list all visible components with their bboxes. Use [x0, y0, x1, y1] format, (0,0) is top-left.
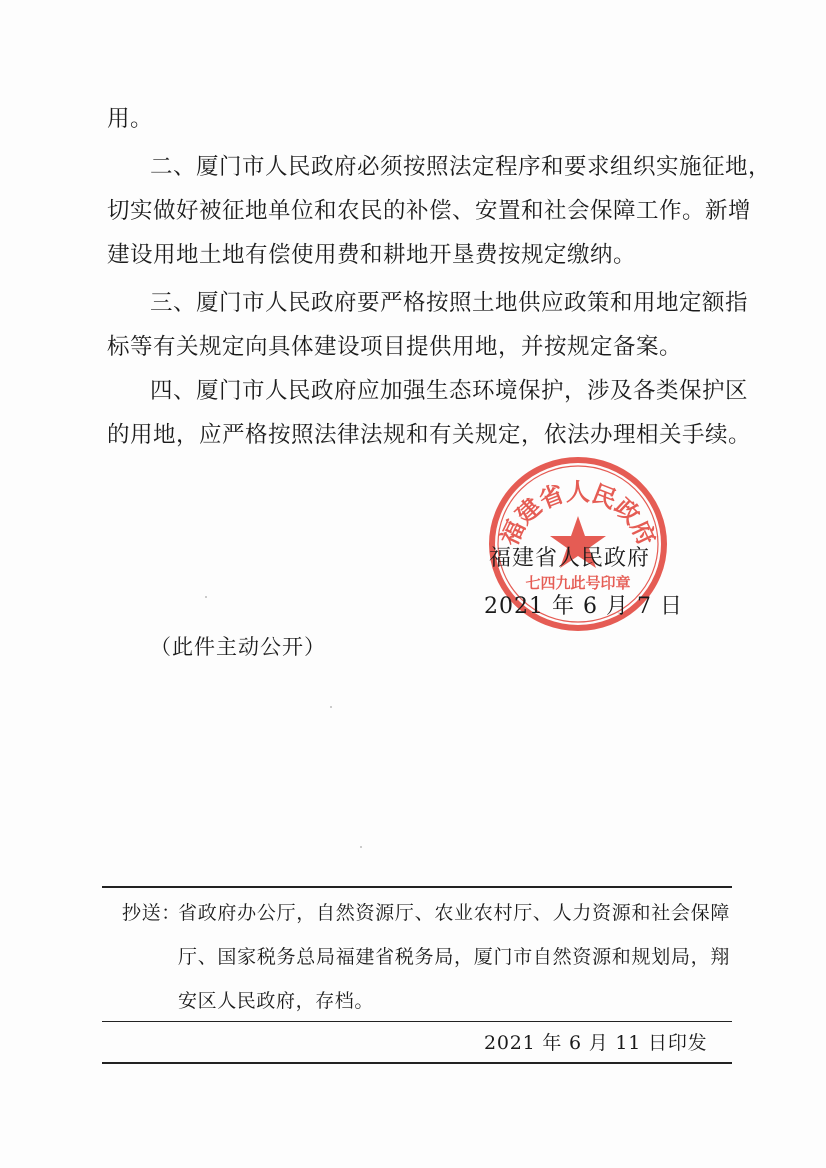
signature-date: 2021 年 6 月 7 日 [484, 594, 683, 619]
cc-line-3: 安区人民政府，存档。 [178, 990, 375, 1012]
scan-speck [360, 846, 362, 848]
cc-line-2: 厅、国家税务总局福建省税务局，厦门市自然资源和规划局，翔 [178, 946, 730, 968]
body-line-5: 三、厦门市人民政府要严格按照土地供应政策和用地定额指 [150, 290, 749, 316]
issue-date: 2021 年 6 月 11 日印发 [484, 1032, 708, 1054]
seal-text: 福建省人民政府 [495, 477, 661, 550]
body-line-8: 的用地，应严格按照法律法规和有关规定，依法办理相关手续。 [107, 422, 752, 448]
cc-line-1: 省政府办公厅，自然资源厅、农业农村厅、人力资源和社会保障 [178, 902, 730, 924]
body-line-6: 标等有关规定向具体建设项目提供用地，并按规定备案。 [107, 334, 683, 360]
scan-speck [330, 706, 332, 708]
issuer-name: 福建省人民政府 [489, 546, 651, 571]
body-line-4: 建设用地土地有偿使用费和耕地开垦费按规定缴纳。 [107, 242, 637, 268]
cc-top-rule [102, 886, 732, 888]
cc-bottom-rule [102, 1021, 732, 1022]
body-line-1: 用。 [107, 106, 154, 132]
seal-code: 七四九此号印章 [525, 574, 631, 592]
body-line-7: 四、厦门市人民政府应加强生态环境保护，涉及各类保护区 [150, 378, 749, 404]
body-line-3: 切实做好被征地单位和农民的补偿、安置和社会保障工作。新增 [107, 198, 752, 224]
cc-label: 抄送： [122, 902, 181, 924]
footer-rule [102, 1062, 732, 1064]
scan-speck [205, 596, 207, 598]
body-line-2: 二、厦门市人民政府必须按照法定程序和要求组织实施征地， [150, 154, 772, 180]
disclosure-note: （此件主动公开） [150, 635, 326, 659]
